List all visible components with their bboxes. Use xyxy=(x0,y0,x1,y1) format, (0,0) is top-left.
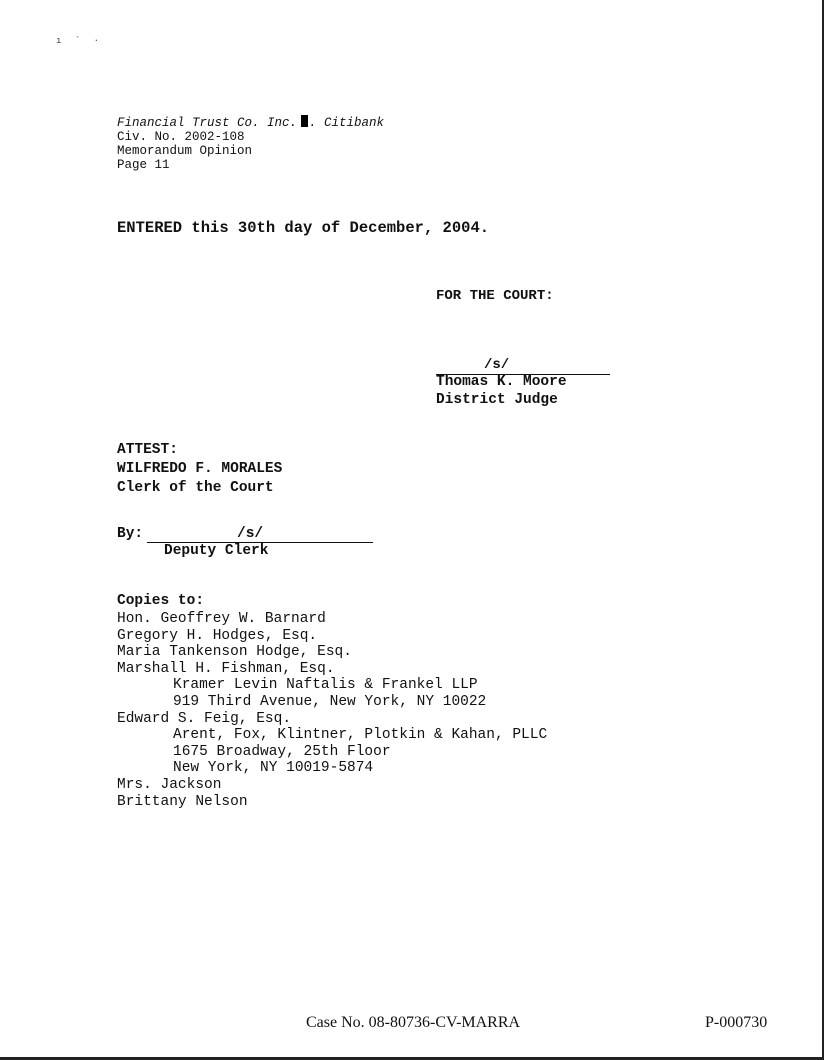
entered-date-line: ENTERED this 30th day of December, 2004. xyxy=(117,219,490,237)
copy-recipient: 1675 Broadway, 25th Floor xyxy=(173,743,391,760)
copies-list xyxy=(117,611,547,810)
attest-label: ATTEST: xyxy=(117,442,178,458)
copy-recipient: Brittany Nelson xyxy=(117,793,248,810)
copy-recipient: New York, NY 10019-5874 xyxy=(173,760,374,777)
caption-page: Page 11 xyxy=(117,158,170,172)
by-label: By: xyxy=(117,526,144,542)
scan-specks: ı ` · xyxy=(56,36,104,46)
copy-recipient: Mrs. Jackson xyxy=(117,776,222,793)
clerk-name: WILFREDO F. MORALES xyxy=(117,461,283,477)
caption-party-a: Financial Trust Co. Inc. xyxy=(117,116,298,130)
footer-case-number: Case No. 08-80736-CV-MARRA xyxy=(306,1014,521,1031)
for-the-court-label: FOR THE COURT: xyxy=(436,288,554,304)
case-caption xyxy=(117,115,384,172)
deputy-clerk-title: Deputy Clerk xyxy=(164,543,269,559)
copy-recipient: Hon. Geoffrey W. Barnard xyxy=(117,611,326,627)
footer-bates-number: P-000730 xyxy=(705,1014,768,1031)
copy-recipient: Maria Tankenson Hodge, Esq. xyxy=(117,644,352,661)
copies-heading: Copies to: xyxy=(117,593,205,609)
copy-recipient: 919 Third Avenue, New York, NY 10022 xyxy=(173,693,487,710)
judge-block xyxy=(436,373,567,409)
caption-parties xyxy=(117,115,384,130)
attest-block xyxy=(117,441,282,498)
copy-recipient: Marshall H. Fishman, Esq. xyxy=(117,660,335,677)
copy-recipient: Gregory H. Hodges, Esq. xyxy=(117,627,318,644)
clerk-title: Clerk of the Court xyxy=(117,480,274,496)
judge-title: District Judge xyxy=(436,392,558,408)
copy-recipient: Arent, Fox, Klintner, Plotkin & Kahan, PLLC xyxy=(173,727,548,744)
judge-name: Thomas K. Moore xyxy=(436,374,567,390)
caption-doc-type: Memorandum Opinion xyxy=(117,144,253,158)
deputy-signature-line xyxy=(117,526,377,544)
caption-civil-no: Civ. No. 2002-108 xyxy=(117,130,245,144)
redaction-mark xyxy=(301,115,308,127)
copy-recipient: Kramer Levin Naftalis & Frankel LLP xyxy=(173,677,478,694)
caption-party-b: . Citibank xyxy=(309,116,385,130)
deputy-signature: /s/ xyxy=(237,526,264,542)
judge-signature: /s/ xyxy=(484,357,510,373)
copy-recipient: Edward S. Feig, Esq. xyxy=(117,710,292,727)
